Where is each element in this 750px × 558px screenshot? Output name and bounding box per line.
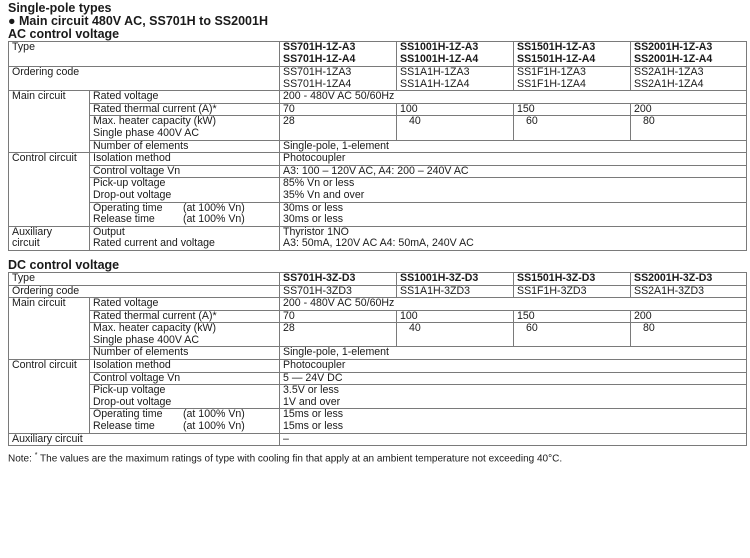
heater-cell: 80 <box>631 323 747 347</box>
time-value: 15ms or less 15ms or less <box>280 409 747 433</box>
dc-spec-table <box>8 272 747 446</box>
control-voltage-value: A3: 100 – 120V AC, A4: 200 – 240V AC <box>280 165 747 178</box>
row-label: Output Rated current and voltage <box>90 226 280 250</box>
row-label: Rated voltage <box>90 298 280 311</box>
time-value: 30ms or less 30ms or less <box>280 202 747 226</box>
ordering-cell: SS2A1H-3ZD3 <box>631 285 747 298</box>
type-cell: SS701H-3Z-D3 <box>280 272 397 285</box>
row-label: Pick-up voltage Drop-out voltage <box>90 385 280 409</box>
dc-section-heading: DC control voltage <box>8 257 120 272</box>
table-row <box>9 140 747 153</box>
type-cell: SS2001H-1Z-A3 SS2001H-1Z-A4 <box>631 42 747 67</box>
table-row <box>9 272 747 285</box>
rated-voltage-value: 200 - 480V AC 50/60Hz <box>280 91 747 104</box>
isolation-value: Photocoupler <box>280 153 747 166</box>
heater-cell: 40 <box>397 323 514 347</box>
page-title: Single-pole types <box>8 1 112 15</box>
row-label: Max. heater capacity (kW) Single phase 400V AC <box>90 116 280 140</box>
ordering-cell: SS1A1H-1ZA3 SS1A1H-1ZA4 <box>397 67 514 91</box>
heater-cell: 28 <box>280 116 397 140</box>
page-subtitle: ● Main circuit 480V AC, SS701H to SS2001H <box>8 14 268 28</box>
heater-cell: 60 <box>514 323 631 347</box>
group-auxiliary-circuit: Auxiliary circuit <box>9 226 90 250</box>
ordering-label: Ordering code <box>9 67 280 91</box>
row-label: Rated thermal current (A)* <box>90 310 280 323</box>
table-row <box>9 202 747 226</box>
ordering-cell: SS2A1H-1ZA3 SS2A1H-1ZA4 <box>631 67 747 91</box>
table-row <box>9 347 747 360</box>
row-label: Operating time (at 100% Vn) Release time (at 100% Vn) <box>90 202 280 226</box>
group-control-circuit: Control circuit <box>9 153 90 227</box>
ordering-label: Ordering code <box>9 285 280 298</box>
note-prefix: Note: <box>8 453 32 465</box>
heater-cell: 28 <box>280 323 397 347</box>
table-row <box>9 42 747 67</box>
aux-value: – <box>280 433 747 446</box>
table-row <box>9 153 747 166</box>
footnote <box>8 450 746 465</box>
group-auxiliary-circuit: Auxiliary circuit <box>9 433 280 446</box>
table-row <box>9 323 747 347</box>
pickup-value: 85% Vn or less 35% Vn and over <box>280 178 747 202</box>
row-label: Isolation method <box>90 153 280 166</box>
table-row <box>9 116 747 140</box>
row-label: Control voltage Vn <box>90 165 280 178</box>
ordering-cell: SS701H-3ZD3 <box>280 285 397 298</box>
note-mark: * <box>34 452 38 460</box>
thermal-cell: 200 <box>631 103 747 116</box>
ac-section-heading: AC control voltage <box>8 27 120 41</box>
type-cell: SS1501H-1Z-A3 SS1501H-1Z-A4 <box>514 42 631 67</box>
table-row <box>9 91 747 104</box>
row-label: Rated voltage <box>90 91 280 104</box>
ordering-cell: SS1F1H-3ZD3 <box>514 285 631 298</box>
row-label: Pick-up voltage Drop-out voltage <box>90 178 280 202</box>
ordering-cell: SS1A1H-3ZD3 <box>397 285 514 298</box>
thermal-cell: 70 <box>280 310 397 323</box>
heater-cell: 60 <box>514 116 631 140</box>
row-label: Control voltage Vn <box>90 372 280 385</box>
table-row <box>9 178 747 202</box>
row-label: Number of elements <box>90 347 280 360</box>
ordering-cell: SS701H-1ZA3 SS701H-1ZA4 <box>280 67 397 91</box>
aux-value: Thyristor 1NO A3: 50mA, 120V AC A4: 50mA, 240V AC <box>280 226 747 250</box>
table-row <box>9 165 747 178</box>
type-cell: SS1001H-1Z-A3 SS1001H-1Z-A4 <box>397 42 514 67</box>
type-cell: SS1501H-3Z-D3 <box>514 272 631 285</box>
thermal-cell: 200 <box>631 310 747 323</box>
spec-sheet <box>8 2 746 466</box>
isolation-value: Photocoupler <box>280 360 747 373</box>
table-row <box>9 372 747 385</box>
type-cell: SS701H-1Z-A3 SS701H-1Z-A4 <box>280 42 397 67</box>
table-row <box>9 226 747 250</box>
pickup-value: 3.5V or less 1V and over <box>280 385 747 409</box>
type-label: Type <box>9 42 280 67</box>
group-main-circuit: Main circuit <box>9 91 90 153</box>
ac-spec-table <box>8 41 747 251</box>
row-label: Isolation method <box>90 360 280 373</box>
table-row <box>9 433 747 446</box>
thermal-cell: 150 <box>514 310 631 323</box>
thermal-cell: 100 <box>397 310 514 323</box>
control-voltage-value: 5 — 24V DC <box>280 372 747 385</box>
table-row <box>9 285 747 298</box>
table-row <box>9 310 747 323</box>
note-text: The values are the maximum ratings of type with cooling fin that apply at an ambient temperature not exceeding 40°C. <box>40 453 563 465</box>
group-main-circuit: Main circuit <box>9 298 90 360</box>
group-control-circuit: Control circuit <box>9 360 90 434</box>
heater-cell: 80 <box>631 116 747 140</box>
thermal-cell: 100 <box>397 103 514 116</box>
row-label: Rated thermal current (A)* <box>90 103 280 116</box>
thermal-cell: 70 <box>280 103 397 116</box>
row-label: Number of elements <box>90 140 280 153</box>
type-label: Type <box>9 272 280 285</box>
thermal-cell: 150 <box>514 103 631 116</box>
table-row <box>9 409 747 433</box>
table-row <box>9 385 747 409</box>
ordering-cell: SS1F1H-1ZA3 SS1F1H-1ZA4 <box>514 67 631 91</box>
elements-value: Single-pole, 1-element <box>280 347 747 360</box>
type-cell: SS1001H-3Z-D3 <box>397 272 514 285</box>
rated-voltage-value: 200 - 480V AC 50/60Hz <box>280 298 747 311</box>
row-label: Max. heater capacity (kW) Single phase 400V AC <box>90 323 280 347</box>
table-row <box>9 103 747 116</box>
table-row <box>9 360 747 373</box>
elements-value: Single-pole, 1-element <box>280 140 747 153</box>
table-row <box>9 298 747 311</box>
type-cell: SS2001H-3Z-D3 <box>631 272 747 285</box>
row-label: Operating time (at 100% Vn) Release time (at 100% Vn) <box>90 409 280 433</box>
heater-cell: 40 <box>397 116 514 140</box>
table-row <box>9 67 747 91</box>
